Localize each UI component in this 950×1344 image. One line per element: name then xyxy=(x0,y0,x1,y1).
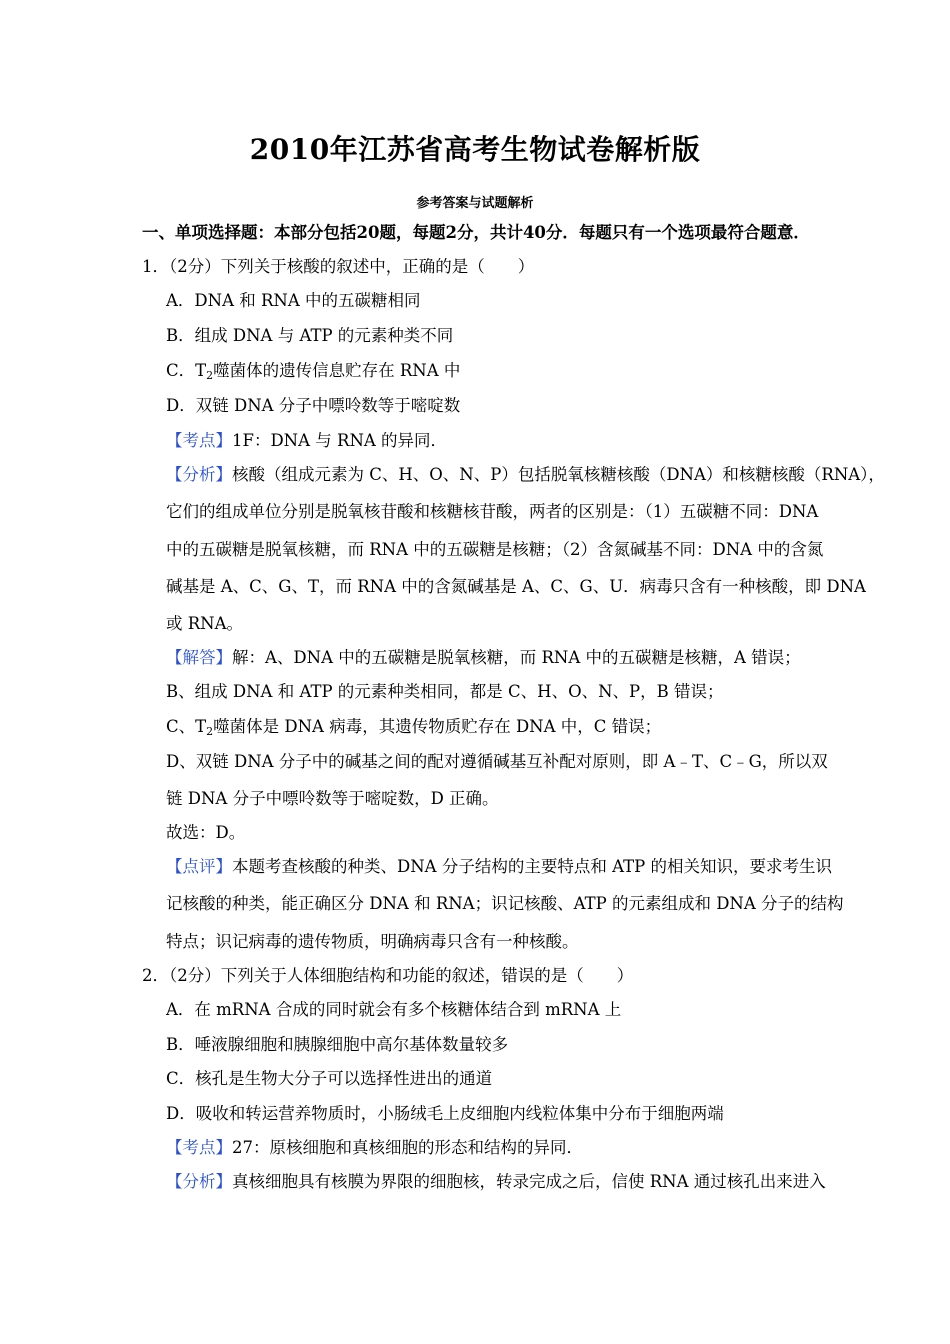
jieda-tag: 【解答】 xyxy=(166,648,232,667)
q1-jieda-line-4: D、双链 DNA 分子中的碱基之间的配对遵循碱基互补配对原则，即 A﹣T、C﹣G，所以双 xyxy=(166,752,828,771)
q1-option-c-text: 噬菌体的遗传信息贮存在 RNA 中 xyxy=(213,361,461,380)
q2-stem: 2．（2分）下列关于人体细胞结构和功能的叙述，错误的是（ ） xyxy=(142,966,634,985)
fenxi-tag: 【分析】 xyxy=(166,465,232,484)
q1-jieda-3-subscript: 2 xyxy=(206,725,214,738)
q1-jieda-line-3 xyxy=(166,716,661,738)
q1-jieda-line-1 xyxy=(166,647,801,669)
q1-dianping-text-1: 本题考查核酸的种类、DNA 分子结构的主要特点和 ATP 的相关知识，要求考生识 xyxy=(232,857,832,876)
q1-dianping-line-1 xyxy=(166,856,832,878)
q1-fenxi-text-1: 核酸（组成元素为 C、H、O、N、P）包括脱氧核糖核酸（DNA）和核糖核酸（RNA）， xyxy=(232,465,885,484)
q2-fenxi-line-1 xyxy=(166,1171,826,1193)
q2-fenxi-text-1: 真核细胞具有核膜为界限的细胞核，转录完成之后，信使 RNA 通过核孔出来进入 xyxy=(232,1172,826,1191)
q1-fenxi-line-4: 碱基是 A、C、G、T，而 RNA 中的含氮碱基是 A、C、G、U．病毒只含有一种核酸，即 DNA xyxy=(166,577,866,596)
q1-fenxi-line-2: 它们的组成单位分别是脱氧核苷酸和核糖核苷酸，两者的区别是：（1）五碳糖不同：DNA xyxy=(166,502,819,521)
q1-fenxi-line-5: 或 RNA。 xyxy=(166,614,244,633)
q1-fenxi-line-3: 中的五碳糖是脱氧核糖，而 RNA 中的五碳糖是核糖；（2）含氮碱基不同：DNA 中的含氮 xyxy=(166,540,824,559)
q2-option-c: C．核孔是生物大分子可以选择性进出的通道 xyxy=(166,1069,493,1088)
q1-option-d: D．双链 DNA 分子中嘌呤数等于嘧啶数 xyxy=(166,396,461,415)
q1-option-a: A．DNA 和 RNA 中的五碳糖相同 xyxy=(166,291,421,310)
q1-answer: 故选：D。 xyxy=(166,823,246,842)
q1-option-c-prefix: C．T xyxy=(166,361,207,380)
q1-stem: 1．（2分）下列关于核酸的叙述中，正确的是（ ） xyxy=(142,257,535,276)
q1-kaodian-text: 1F：DNA 与 RNA 的异同． xyxy=(232,431,448,450)
q1-kaodian xyxy=(166,430,447,452)
fenxi-tag: 【分析】 xyxy=(166,1172,232,1191)
q1-option-c xyxy=(166,360,460,382)
q1-option-c-subscript: 2 xyxy=(206,369,214,382)
section-heading: 一、单项选择题：本部分包括20题，每题2分，共计40分．每题只有一个选项最符合题意． xyxy=(142,223,810,242)
q1-fenxi-line-1 xyxy=(166,464,885,486)
q1-dianping-line-3: 特点；识记病毒的遗传物质，明确病毒只含有一种核酸。 xyxy=(166,932,579,951)
q2-kaodian xyxy=(166,1137,583,1159)
kaodian-tag: 【考点】 xyxy=(166,431,232,450)
page-title: 2010年江苏省高考生物试卷解析版 xyxy=(249,133,701,166)
q1-jieda-3-prefix: C、T xyxy=(166,717,207,736)
q2-option-d: D．吸收和转运营养物质时，小肠绒毛上皮细胞内线粒体集中分布于细胞两端 xyxy=(166,1104,724,1123)
q1-jieda-line-5: 链 DNA 分子中嘌呤数等于嘧啶数，D 正确。 xyxy=(166,789,499,808)
q1-jieda-3-text: 噬菌体是 DNA 病毒，其遗传物质贮存在 DNA 中，C 错误； xyxy=(213,717,662,736)
dianping-tag: 【点评】 xyxy=(166,857,232,876)
q2-option-b: B．唾液腺细胞和胰腺细胞中高尔基体数量较多 xyxy=(166,1035,509,1054)
q1-dianping-line-2: 记核酸的种类，能正确区分 DNA 和 RNA；识记核酸、ATP 的元素组成和 DNA 分子的结构 xyxy=(166,894,844,913)
q1-jieda-line-2: B、组成 DNA 和 ATP 的元素种类相同，都是 C、H、O、N、P，B 错误； xyxy=(166,682,724,701)
kaodian-tag: 【考点】 xyxy=(166,1138,232,1157)
q2-kaodian-text: 27：原核细胞和真核细胞的形态和结构的异同． xyxy=(232,1138,583,1157)
q1-jieda-text-1: 解：A、DNA 中的五碳糖是脱氧核糖，而 RNA 中的五碳糖是核糖，A 错误； xyxy=(232,648,801,667)
q2-option-a: A．在 mRNA 合成的同时就会有多个核糖体结合到 mRNA 上 xyxy=(166,1000,622,1019)
page-subtitle: 参考答案与试题解析 xyxy=(416,196,534,211)
q1-option-b: B．组成 DNA 与 ATP 的元素种类不同 xyxy=(166,326,454,345)
